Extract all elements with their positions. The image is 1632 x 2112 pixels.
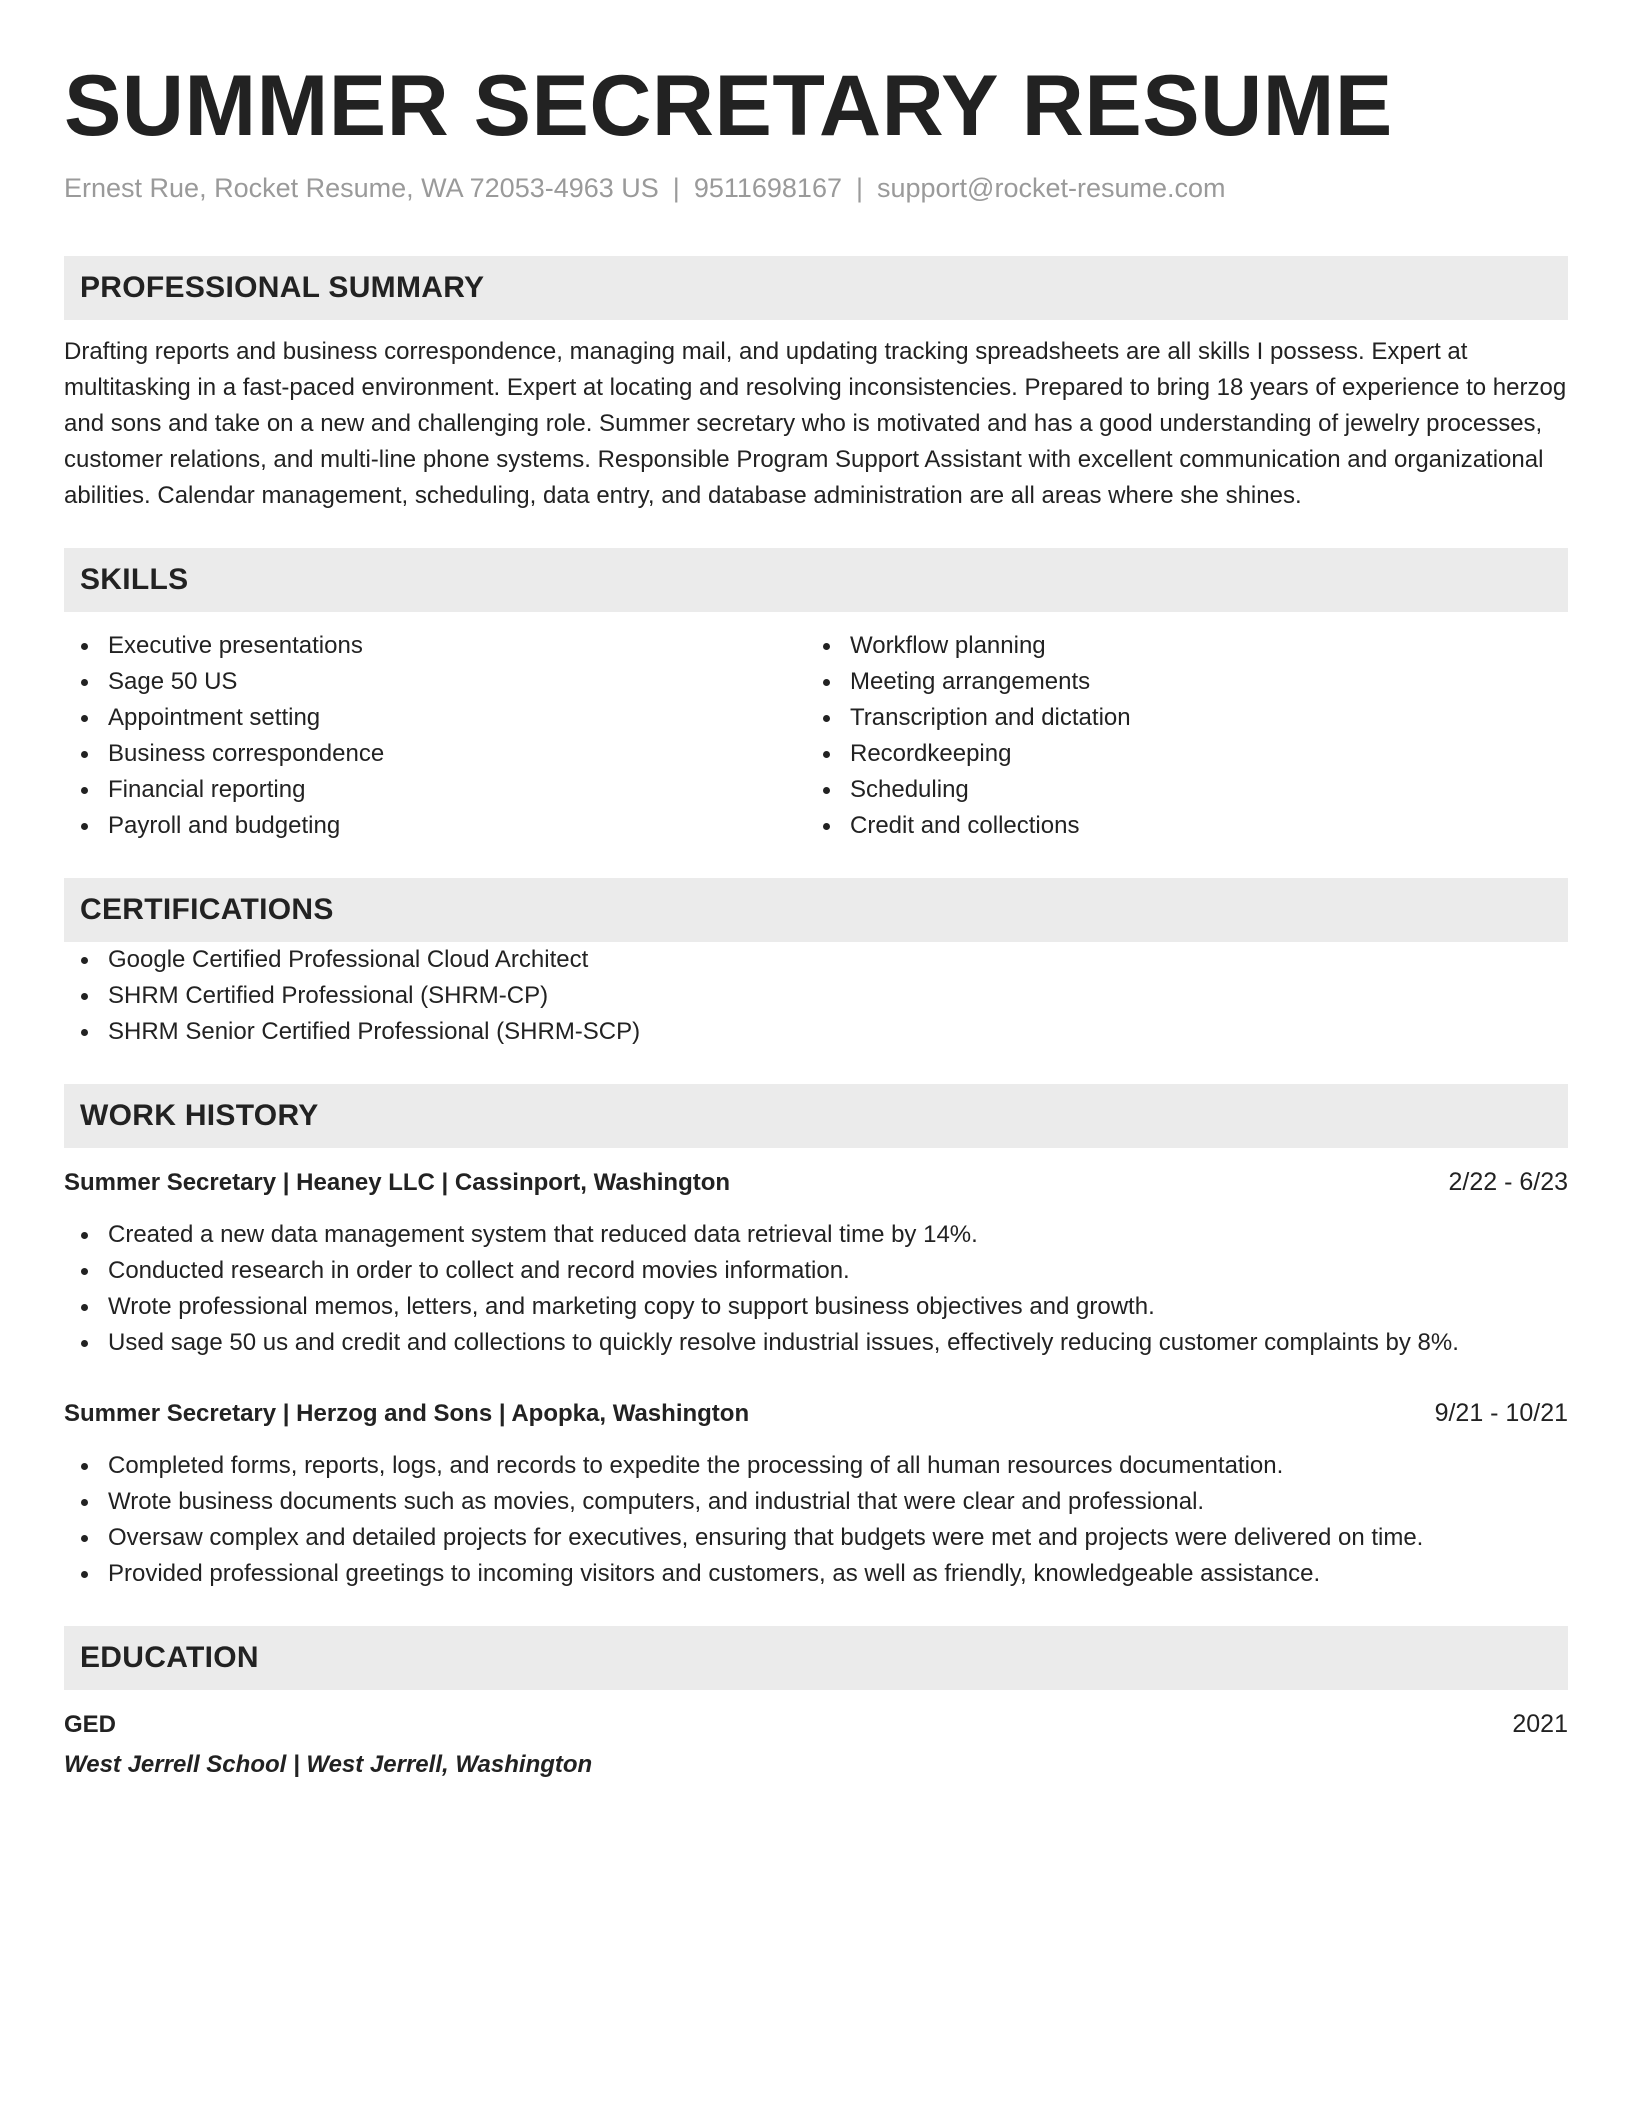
job-bullet: Wrote professional memos, letters, and marketing copy to support business objectives and growth.	[64, 1289, 1568, 1325]
education-school: West Jerrell School | West Jerrell, Washington	[64, 1751, 593, 1778]
skills-list-left	[64, 628, 806, 844]
skill-item: Transcription and dictation	[806, 700, 1548, 736]
skills-column-right	[806, 628, 1548, 844]
education-entry	[64, 1706, 1568, 1783]
job-entry	[64, 1164, 1568, 1361]
skill-item: Financial reporting	[64, 772, 806, 808]
skill-item: Business correspondence	[64, 736, 806, 772]
skill-item: Recordkeeping	[806, 736, 1548, 772]
certification-item: SHRM Senior Certified Professional (SHRM-SCP)	[64, 1014, 1568, 1050]
section-heading-summary: PROFESSIONAL SUMMARY	[64, 256, 1568, 320]
contact-separator: |	[672, 173, 680, 203]
education-degree: GED	[64, 1711, 117, 1738]
section-heading-education: EDUCATION	[64, 1626, 1568, 1690]
job-bullet: Provided professional greetings to incoming visitors and customers, as well as friendly, knowledgeable assistance.	[64, 1556, 1568, 1592]
contact-address: Ernest Rue, Rocket Resume, WA 72053-4963 US	[64, 173, 659, 203]
job-bullet: Wrote business documents such as movies, computers, and industrial that were clear and professional.	[64, 1484, 1568, 1520]
skill-item: Workflow planning	[806, 628, 1548, 664]
job-bullets	[64, 1448, 1568, 1592]
skills-list-right	[806, 628, 1548, 844]
skill-item: Meeting arrangements	[806, 664, 1548, 700]
skill-item: Executive presentations	[64, 628, 806, 664]
skill-item: Payroll and budgeting	[64, 808, 806, 844]
education-header	[64, 1706, 1568, 1743]
skills-columns	[64, 628, 1568, 844]
skills-column-left	[64, 628, 806, 844]
job-entry	[64, 1395, 1568, 1592]
job-bullet: Used sage 50 us and credit and collections to quickly resolve industrial issues, effectively reducing customer complaints by 8%.	[64, 1325, 1568, 1361]
certifications-list	[64, 942, 1568, 1050]
resume-title: SUMMER SECRETARY RESUME	[64, 58, 1393, 154]
contact-line	[64, 170, 1568, 206]
skill-item: Appointment setting	[64, 700, 806, 736]
section-heading-certifications: CERTIFICATIONS	[64, 878, 1568, 942]
contact-separator: |	[855, 173, 863, 203]
job-bullet: Completed forms, reports, logs, and records to expedite the processing of all human resources documentation.	[64, 1448, 1568, 1484]
skill-item: Sage 50 US	[64, 664, 806, 700]
job-bullets	[64, 1217, 1568, 1361]
skill-item: Credit and collections	[806, 808, 1548, 844]
job-bullet: Oversaw complex and detailed projects for executives, ensuring that budgets were met and projects were delivered on time.	[64, 1520, 1568, 1556]
education-year: 2021	[1512, 1710, 1568, 1738]
job-dates: 2/22 - 6/23	[1448, 1168, 1568, 1196]
skill-item: Scheduling	[806, 772, 1548, 808]
job-title: Summer Secretary | Heaney LLC | Cassinport, Washington	[64, 1169, 731, 1196]
summary-text: Drafting reports and business correspondence, managing mail, and updating tracking spreadsheets are all skills I possess. Expert at multitasking in a fast-paced environment. Expert at locating and resolving inconsistencies. Prepared to bring 18 years of experience to herzog and sons and take on a new and challenging role. Summer secretary who is motivated and has a good understanding of jewelry processes, customer relations, and multi-line phone systems. Responsible Program Support Assistant with excellent communication and organizational abilities. Calendar management, scheduling, data entry, and database administration are all areas where she shines.	[64, 338, 1567, 509]
job-dates: 9/21 - 10/21	[1434, 1399, 1568, 1427]
section-heading-work-history: WORK HISTORY	[64, 1084, 1568, 1148]
job-bullet: Conducted research in order to collect and record movies information.	[64, 1253, 1568, 1289]
contact-phone: 9511698167	[693, 173, 842, 203]
certification-item: SHRM Certified Professional (SHRM-CP)	[64, 978, 1568, 1014]
certification-item: Google Certified Professional Cloud Architect	[64, 942, 1568, 978]
job-title: Summer Secretary | Herzog and Sons | Apopka, Washington	[64, 1400, 750, 1427]
contact-email: support@rocket-resume.com	[877, 173, 1226, 203]
section-heading-skills: SKILLS	[64, 548, 1568, 612]
job-header	[64, 1395, 1568, 1432]
job-bullet: Created a new data management system that reduced data retrieval time by 14%.	[64, 1217, 1568, 1253]
job-header	[64, 1164, 1568, 1201]
